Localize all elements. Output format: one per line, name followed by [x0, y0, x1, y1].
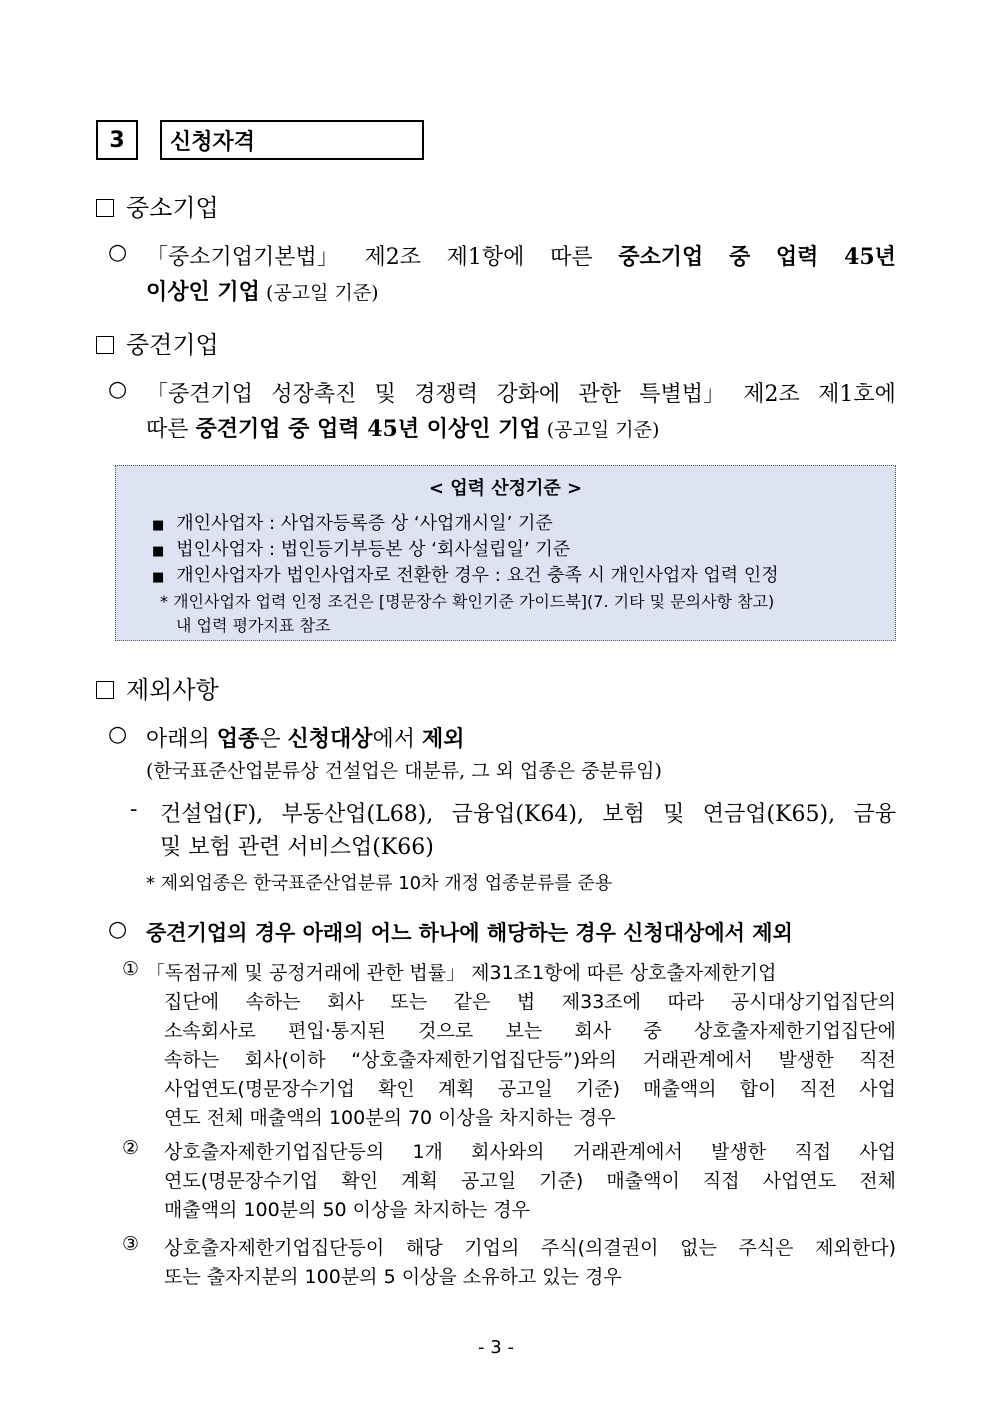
item-marker-3: ③ — [122, 1233, 140, 1255]
criteria-item: ■ 법인사업자 : 법인등기부등본 상 ‘회사설립일’ 기준 — [152, 539, 571, 560]
mid-bullet: ○ — [108, 377, 128, 402]
item-3-line: 상호출자제한기업집단등이 해당 기업의 주식(의결권이 없는 주식은 제외한다) — [164, 1237, 896, 1259]
exclusions-footnote: * 제외업종은 한국표준산업분류 10차 개정 업종분류를 준용 — [146, 873, 613, 894]
criteria-title: < 업력 산정기준 > — [428, 478, 583, 499]
item-1-line: 연도 전체 매출액의 100분의 70 이상을 차지하는 경우 — [164, 1107, 616, 1129]
mid-line-1: 「중견기업 성장촉진 및 경쟁력 강화에 관한 특별법」 제2조 제1호에 — [146, 382, 896, 407]
midsize-exclusion-statement: 중견기업의 경우 아래의 어느 하나에 해당하는 경우 신청대상에서 제외 — [146, 921, 793, 945]
criteria-note-cont: 내 업력 평가지표 참조 — [176, 616, 331, 635]
item-1-line: 속하는 회사(이하 “상호출자제한기업집단등”)와의 거래관계에서 발생한 직전 — [164, 1049, 896, 1071]
mid-title: 중견기업 — [126, 331, 219, 359]
sme-line-2: 이상인 기업 (공고일 기준) — [146, 279, 379, 305]
item-1-line: 사업연도(명문장수기업 확인 계획 공고일 기준) 매출액의 합이 직전 사업 — [164, 1078, 896, 1100]
item-marker-1: ① — [122, 958, 140, 980]
industry-dash: - — [130, 797, 138, 822]
sme-bullet: ○ — [108, 240, 128, 265]
page-number: - 3 - — [478, 1337, 514, 1358]
exclusions-title: 제외사항 — [126, 676, 219, 704]
criteria-box — [115, 465, 896, 641]
criteria-item: ■ 개인사업자가 법인사업자로 전환한 경우 : 요건 충족 시 개인사업자 업력 인정 — [152, 565, 779, 586]
industries-line-1: 건설업(F), 부동산업(L68), 금융업(K64), 보험 및 연금업(K65), 금융 — [160, 802, 896, 827]
section-number: 3 — [96, 120, 138, 160]
item-2-line: 상호출자제한기업집단등의 1개 회사와의 거래관계에서 발생한 직접 사업 — [164, 1141, 896, 1163]
criteria-note: * 개인사업자 업력 인정 조건은 [명문장수 확인기준 가이드북](7. 기타 및 문의사항 참고) — [160, 592, 775, 611]
mid-line-2: 따른 중견기업 중 업력 45년 이상인 기업 (공고일 기준) — [146, 416, 660, 442]
item-1-line: 소속회사로 편입·통지된 것으로 보는 회사 중 상호출자제한기업집단에 — [164, 1020, 896, 1042]
item-3-line: 또는 출자지분의 100분의 5 이상을 소유하고 있는 경우 — [164, 1266, 622, 1288]
sme-line-1: 「중소기업기본법」 제2조 제1항에 따른 중소기업 중 업력 45년 — [146, 244, 896, 270]
exclusions-heading — [96, 670, 219, 705]
exclusions-bullet-2: ○ — [108, 917, 128, 942]
mid-heading — [96, 325, 219, 360]
section-title: 신청자격 — [160, 120, 424, 160]
item-2-line: 연도(명문장수기업 확인 계획 공고일 기준) 매출액이 직접 사업연도 전체 — [164, 1170, 896, 1192]
exclusions-sub: (한국표준산업분류상 건설업은 대분류, 그 외 업종은 중분류임) — [146, 760, 662, 782]
item-marker-2: ② — [122, 1137, 140, 1159]
checkbox-square-icon — [96, 199, 114, 217]
sme-heading — [96, 188, 219, 223]
item-1-line: 「독점규제 및 공정거래에 관한 법률」 제31조1항에 따른 상호출자제한기업 — [146, 962, 777, 984]
exclusions-bullet: ○ — [108, 722, 128, 747]
criteria-item: ■ 개인사업자 : 사업자등록증 상 ‘사업개시일’ 기준 — [152, 513, 553, 534]
sme-title: 중소기업 — [126, 194, 219, 222]
exclusions-statement: 아래의 업종은 신청대상에서 제외 — [146, 726, 465, 752]
checkbox-square-icon — [96, 336, 114, 354]
item-1-line: 집단에 속하는 회사 또는 같은 법 제33조에 따라 공시대상기업집단의 — [164, 991, 896, 1013]
industries-line-2: 및 보험 관련 서비스업(K66) — [160, 835, 434, 860]
checkbox-square-icon — [96, 681, 114, 699]
item-2-line: 매출액의 100분의 50 이상을 차지하는 경우 — [164, 1199, 530, 1221]
